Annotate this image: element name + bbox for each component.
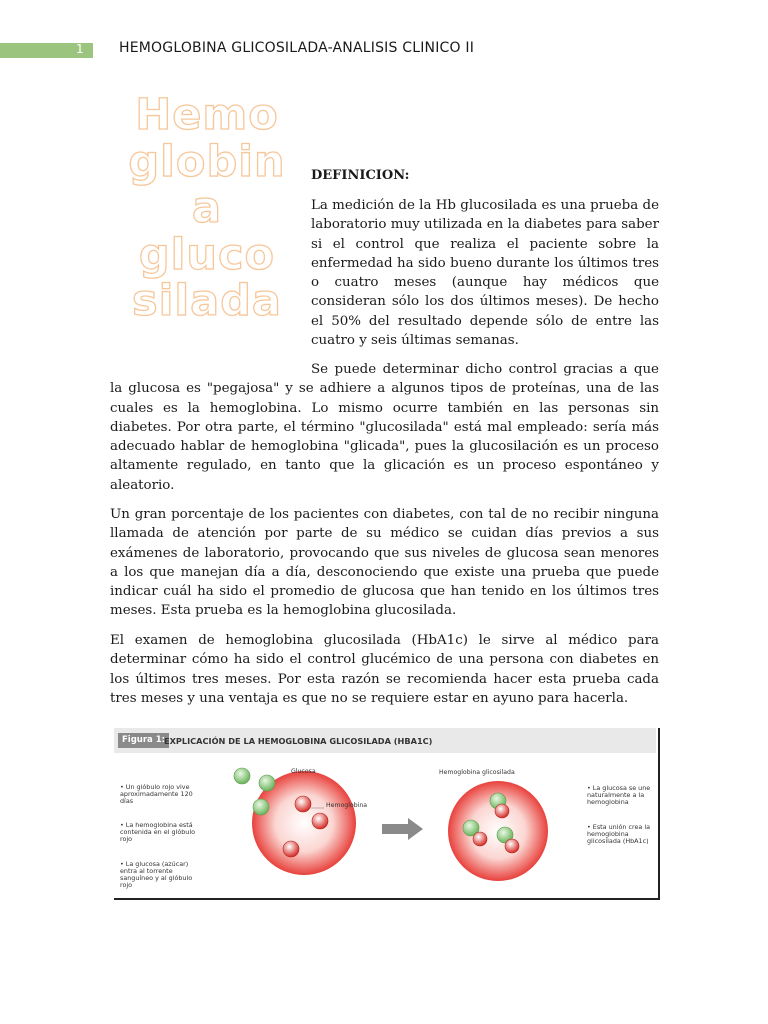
- hemoglobin-molecule: [312, 813, 328, 829]
- hemoglobin-molecule: [473, 832, 487, 846]
- label-glucosa: Glucosa: [291, 768, 316, 775]
- hemoglobin-molecule: [283, 841, 299, 857]
- paragraph-4: El examen de hemoglobina glucosilada (HbA1c) le sirve al médico para determinar cómo ha sido el control glucémico de una persona con diabetes en los últimos tres meses. Por esta razón se recomienda hacer esta prueba cada tres meses y una ventaja es que no se requiere estar en ayuno para hacerla.: [110, 633, 659, 706]
- figure-label: Figura 1:: [118, 733, 169, 748]
- paragraph-2: Se puede determinar dicho control gracias a que la glucosa es "pegajosa" y se adhiere a algunos tipos de proteínas, una de las cuales es la hemoglobina. Lo mismo ocurre también en las personas sin diabetes. Por otra parte, el término "glucosilada" está mal empleado: sería más adecuado hablar de hemoglobina "glicada", pues la glucosilación es un proceso altamente regulado, en tanto que la glicación es un proceso espontáneo y aleatorio.: [110, 362, 659, 493]
- bullet-left-3: • La glucosa (azúcar) entra al torrente sanguíneo y al glóbulo rojo: [120, 860, 193, 889]
- wordart-line: silada: [132, 276, 282, 326]
- glucose-molecule: [253, 799, 269, 815]
- bullet-left-2: • La hemoglobina está contenida en el glóbulo rojo: [120, 821, 196, 843]
- arrow-icon: [382, 818, 423, 840]
- page-number: 1: [76, 42, 84, 56]
- hemoglobin-molecule: [495, 804, 509, 818]
- definition-heading: DEFINICION:: [311, 168, 410, 183]
- wordart-line: a: [191, 183, 223, 233]
- wordart-line: gluco: [138, 229, 276, 280]
- wordart-line: Hemo: [135, 90, 279, 140]
- figure-title: EXPLICACIÓN DE LA HEMOGLOBINA GLICOSILADA (HBA1C): [164, 736, 433, 746]
- bullet-left-1: • Un glóbulo rojo vive aproximadamente 120 días: [120, 783, 193, 805]
- bullet-right-2: • Esta unión crea la hemoglobina glicosilada (HbA1c): [587, 823, 651, 845]
- paragraph-3: Un gran porcentaje de los pacientes con diabetes, con tal de no recibir ninguna llamada de atención por parte de su médico se cuidan días previos a sus exámenes de laboratorio, provocando que sus niveles de glucosa sean menores a los que manejan día a día, desconociendo que existe una prueba que puede indicar cuál ha sido el promedio de glucosa que han tenido en los últimos tres meses. Esta prueba es la hemoglobina glucosilada.: [110, 507, 659, 619]
- glucose-molecule: [259, 775, 275, 791]
- paragraph-1: La medición de la Hb glucosilada es una prueba de laboratorio muy utilizada en la diabetes para saber si el control que realiza el paciente sobre la enfermedad ha sido bueno durante los últimos tres o cuatro meses (aunque hay médicos que consideran sólo los dos últimos meses). De hecho el 50% del resultado depende sólo de entre las cuatro y seis últimas semanas.: [311, 198, 659, 349]
- label-hemoglobina: Hemoglobina: [326, 802, 368, 809]
- header-title: HEMOGLOBINA GLICOSILADA-ANALISIS CLINICO II: [119, 40, 475, 56]
- glucose-molecule: [234, 768, 250, 784]
- figure-hba1c: [114, 728, 660, 900]
- hemoglobin-molecule: [295, 796, 311, 812]
- wordart-title: [118, 92, 296, 325]
- wordart-line: globin: [128, 136, 286, 187]
- label-hemoglobina-glicosilada: Hemoglobina glicosilada: [439, 769, 515, 776]
- bullet-right-1: • La glucosa se une naturalmente a la hemoglobina: [587, 784, 651, 806]
- hemoglobin-molecule: [505, 839, 519, 853]
